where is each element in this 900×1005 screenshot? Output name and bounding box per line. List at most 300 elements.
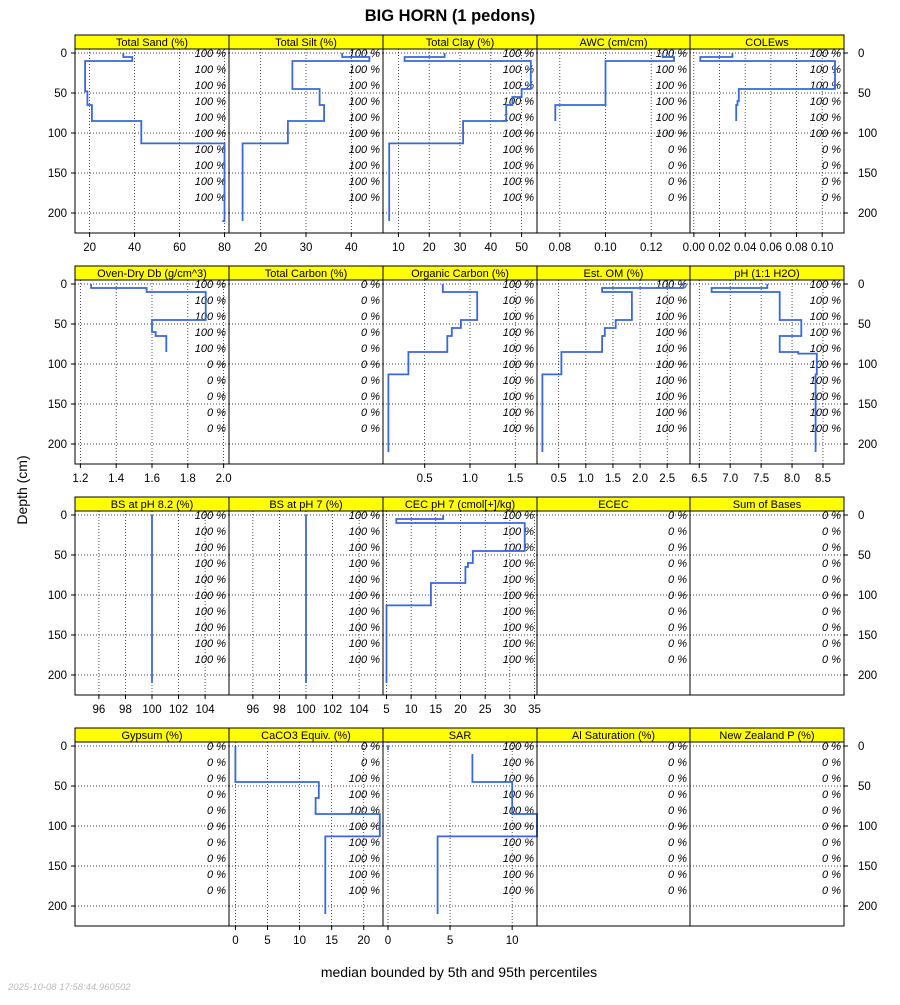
y-tick-label-left: 150 [47,861,67,873]
pct-label: 100 % [655,359,687,371]
x-tick-label: 1.4 [108,473,125,485]
pct-label: 0 % [361,757,380,769]
x-tick-label: 0.04 [733,242,757,254]
y-tick-label-right: 200 [858,901,878,913]
x-tick-label: 40 [344,242,358,254]
x-tick-label: 15 [325,935,339,947]
x-tick-label: 5 [264,935,271,947]
y-tick-label-right: 0 [858,741,865,753]
y-tick-label-right: 100 [858,359,878,371]
pct-label: 0 % [822,638,841,650]
pct-label: 0 % [822,757,841,769]
pct-label: 0 % [668,526,687,538]
pct-label: 0 % [207,741,226,753]
y-tick-label-left: 0 [60,741,67,753]
pct-label: 100 % [502,311,534,323]
pct-label: 100 % [502,789,534,801]
pct-label: 100 % [502,407,534,419]
x-tick-label: 0.10 [594,242,617,254]
x-tick-label: 98 [273,704,286,716]
x-tick-label: 10 [404,704,418,716]
pct-label: 100 % [502,741,534,753]
y-tick-label-right: 0 [858,510,865,522]
pct-label: 100 % [348,80,380,92]
pct-label: 100 % [502,192,534,204]
pct-label: 0 % [361,423,380,435]
pct-label: 0 % [361,741,380,753]
pct-label: 100 % [502,48,534,60]
pct-label: 100 % [348,144,380,156]
panel-11 [75,497,229,716]
pct-label: 100 % [809,96,841,108]
pct-label: 100 % [194,622,226,634]
y-tick-label-right: 50 [858,88,871,100]
pct-label: 100 % [348,128,380,140]
pct-label: 0 % [668,192,687,204]
x-tick-label: 1.2 [72,473,89,485]
pct-label: 100 % [502,574,534,586]
x-tick-label: 20 [422,242,436,254]
x-tick-label: 50 [515,242,528,254]
x-tick-label: 0.08 [548,242,572,254]
y-tick-label-right: 100 [858,590,878,602]
panel-border [229,742,383,926]
pct-label: 0 % [207,773,226,785]
chart-title: BIG HORN (1 pedons) [364,7,536,25]
x-tick-label: 6.5 [691,473,708,485]
y-tick-label-right: 100 [858,821,878,833]
pct-label: 0 % [668,622,687,634]
panel-13 [383,497,541,716]
panel-7 [229,266,383,464]
x-tick-label: 0.00 [682,242,706,254]
pct-label: 100 % [348,96,380,108]
pct-label: 100 % [194,638,226,650]
panel-border [229,280,383,464]
y-tick-label-right: 50 [858,550,871,562]
timestamp-label: 2025-10-08 17:58:44.960502 [8,982,131,993]
pct-label: 100 % [502,869,534,881]
pct-label: 100 % [194,574,226,586]
y-tick-label-right: 0 [858,279,865,291]
pct-label: 100 % [194,542,226,554]
pct-label: 100 % [194,96,226,108]
pct-label: 0 % [822,773,841,785]
y-tick-label-left: 50 [54,781,67,793]
pct-label: 100 % [502,359,534,371]
pct-label: 100 % [194,526,226,538]
panel-title: ECEC [598,499,629,511]
panel-title: Al Saturation (%) [571,730,656,742]
pct-label: 100 % [655,407,687,419]
pct-label: 0 % [668,837,687,849]
panel-19 [537,728,690,926]
pct-label: 0 % [668,160,687,172]
pct-label: 0 % [822,789,841,801]
pct-label: 0 % [668,654,687,666]
panel-border [690,742,844,926]
pct-label: 100 % [348,526,380,538]
pct-label: 0 % [361,279,380,291]
pct-label: 100 % [502,423,534,435]
pct-label: 0 % [668,741,687,753]
pct-label: 100 % [348,837,380,849]
panel-title: Gypsum (%) [121,730,183,742]
pct-label: 100 % [502,327,534,339]
y-tick-label-left: 200 [47,208,67,220]
pct-label: 100 % [502,80,534,92]
panel-title: AWC (cm/cm) [579,37,648,49]
panel-title: Organic Carbon (%) [411,268,509,280]
pct-label: 100 % [194,144,226,156]
pct-label: 100 % [348,542,380,554]
x-tick-label: 20 [357,935,371,947]
pct-label: 100 % [502,176,534,188]
panel-17 [229,728,383,947]
pct-label: 0 % [207,789,226,801]
x-tick-label: 102 [322,704,343,716]
pct-label: 100 % [194,295,226,307]
pct-label: 0 % [207,869,226,881]
y-tick-label-left: 150 [47,168,67,180]
pct-label: 100 % [655,311,687,323]
pct-label: 100 % [809,343,841,355]
pct-label: 100 % [655,327,687,339]
pct-label: 0 % [822,558,841,570]
x-tick-label: 102 [168,704,189,716]
x-tick-label: 2.5 [659,473,676,485]
panel-title: CaCO3 Equiv. (%) [261,730,351,742]
pct-label: 100 % [809,311,841,323]
pct-label: 0 % [668,757,687,769]
x-tick-label: 80 [218,242,231,254]
pct-label: 0 % [822,176,841,188]
pct-label: 0 % [822,144,841,156]
x-tick-label: 100 [296,704,316,716]
x-tick-label: 0 [232,935,239,947]
x-tick-label: 20 [83,242,97,254]
pct-label: 100 % [348,773,380,785]
pct-label: 100 % [655,80,687,92]
pct-label: 100 % [194,327,226,339]
panel-title: Est. OM (%) [583,268,644,280]
pct-label: 0 % [361,375,380,387]
pct-label: 100 % [809,64,841,76]
pct-label: 0 % [207,837,226,849]
x-tick-label: 30 [453,242,467,254]
pct-label: 0 % [668,853,687,865]
y-tick-label-left: 200 [47,901,67,913]
y-tick-label-left: 0 [60,510,67,522]
panel-border [690,511,844,695]
panel-border [383,742,537,926]
x-tick-label: 40 [128,242,141,254]
y-tick-label-right: 150 [858,861,878,873]
y-tick-label-left: 200 [47,439,67,451]
panel-14 [537,497,690,695]
x-tick-label: 20 [254,242,268,254]
y-tick-label-right: 150 [858,399,878,411]
pct-label: 100 % [348,821,380,833]
pct-label: 100 % [348,48,380,60]
pct-label: 100 % [348,176,380,188]
pct-label: 0 % [668,789,687,801]
pct-label: 100 % [809,375,841,387]
pct-label: 0 % [207,757,226,769]
pct-label: 100 % [348,885,380,897]
pct-label: 100 % [809,279,841,291]
pct-label: 100 % [194,510,226,522]
pct-label: 0 % [668,885,687,897]
panel-border [690,49,844,233]
panel-title: COLEws [745,37,789,49]
pct-label: 0 % [361,311,380,323]
pct-label: 100 % [348,590,380,602]
pct-label: 100 % [348,192,380,204]
panel-12 [229,497,383,716]
pct-label: 100 % [502,375,534,387]
pct-label: 100 % [809,407,841,419]
x-tick-label: 100 [142,704,162,716]
y-tick-label-right: 50 [858,781,871,793]
x-tick-label: 0.5 [416,473,433,485]
panel-8 [383,266,537,485]
y-tick-label-right: 0 [858,48,865,60]
pct-label: 100 % [348,160,380,172]
x-tick-label: 10 [293,935,306,947]
x-tick-label: 5 [383,704,390,716]
y-tick-label-right: 200 [858,208,878,220]
pct-label: 100 % [655,279,687,291]
panel-4 [537,35,690,254]
y-tick-label-left: 100 [47,128,67,140]
pct-label: 0 % [668,638,687,650]
profile-line [91,284,206,352]
pct-label: 100 % [502,343,534,355]
panel-10 [690,266,844,485]
pct-label: 100 % [502,606,534,618]
pct-label: 0 % [361,407,380,419]
pct-label: 100 % [348,789,380,801]
pct-label: 100 % [348,654,380,666]
x-tick-label: 96 [92,704,106,716]
pct-label: 100 % [194,80,226,92]
pct-label: 100 % [502,821,534,833]
x-tick-label: 8.0 [784,473,801,485]
panel-9 [537,266,690,485]
pct-label: 100 % [502,805,534,817]
pct-label: 100 % [194,279,226,291]
pct-label: 0 % [207,821,226,833]
pct-label: 0 % [207,407,226,419]
x-tick-label: 40 [484,242,498,254]
profile-line [712,284,817,452]
pct-label: 0 % [668,773,687,785]
y-tick-label-right: 200 [858,670,878,682]
pct-label: 100 % [502,64,534,76]
pct-label: 100 % [502,279,534,291]
pct-label: 100 % [194,176,226,188]
pct-label: 0 % [822,606,841,618]
pct-label: 100 % [655,96,687,108]
panel-20 [690,728,844,926]
pct-label: 100 % [194,558,226,570]
pct-label: 0 % [822,837,841,849]
pct-label: 100 % [655,128,687,140]
panel-title: BS at pH 8.2 (%) [110,499,194,511]
pct-label: 0 % [207,885,226,897]
pct-label: 100 % [502,558,534,570]
pct-label: 100 % [194,192,226,204]
pct-label: 100 % [502,757,534,769]
x-tick-label: 96 [246,704,260,716]
pct-label: 0 % [361,343,380,355]
panel-6 [72,266,231,485]
pct-label: 0 % [668,805,687,817]
y-axis-label: Depth (cm) [14,455,30,525]
pct-label: 100 % [809,48,841,60]
pct-label: 100 % [194,606,226,618]
pct-label: 100 % [348,869,380,881]
pct-label: 100 % [502,96,534,108]
y-tick-label-left: 0 [60,279,67,291]
pct-label: 100 % [194,311,226,323]
pct-label: 100 % [655,295,687,307]
pct-label: 100 % [194,112,226,124]
y-tick-label-right: 100 [858,128,878,140]
pct-label: 100 % [348,638,380,650]
pct-label: 100 % [809,80,841,92]
y-tick-label-left: 100 [47,590,67,602]
panel-title: SAR [448,730,472,742]
pct-label: 0 % [668,144,687,156]
x-tick-label: 5 [446,935,454,947]
x-tick-label: 0.5 [550,473,567,485]
pct-label: 100 % [502,295,534,307]
pct-label: 100 % [655,391,687,403]
pct-label: 100 % [502,773,534,785]
panel-title: Sum of Bases [732,499,802,511]
x-tick-label: 30 [299,242,313,254]
pct-label: 0 % [207,391,226,403]
pct-label: 0 % [822,622,841,634]
pct-label: 100 % [348,112,380,124]
pct-label: 100 % [502,128,534,140]
panel-16 [75,728,229,926]
panel-18 [383,728,537,947]
pct-label: 100 % [194,64,226,76]
x-tick-label: 1.5 [604,473,621,485]
x-tick-label: 2.0 [632,473,649,485]
pct-label: 100 % [502,885,534,897]
pct-label: 0 % [207,853,226,865]
pct-label: 0 % [668,510,687,522]
pct-label: 0 % [668,590,687,602]
pct-label: 100 % [194,654,226,666]
x-tick-label: 0 [384,935,392,947]
x-tick-label: 7.0 [722,473,739,485]
pct-label: 0 % [822,654,841,666]
y-tick-label-left: 50 [54,550,67,562]
pct-label: 0 % [822,869,841,881]
pct-label: 0 % [668,606,687,618]
pct-label: 100 % [348,622,380,634]
pct-label: 0 % [822,526,841,538]
y-tick-label-left: 50 [54,319,67,331]
pct-label: 100 % [502,391,534,403]
panel-border [690,280,844,464]
x-tick-label: 20 [454,704,467,716]
pct-label: 0 % [668,869,687,881]
pct-label: 100 % [655,112,687,124]
panel-title: BS at pH 7 (%) [269,499,343,511]
x-tick-label: 104 [195,704,215,716]
panel-15 [690,497,844,695]
pct-label: 100 % [194,160,226,172]
x-tick-label: 7.5 [753,473,770,485]
x-axis-label: median bounded by 5th and 95th percentiles [320,964,598,980]
pct-label: 100 % [348,510,380,522]
panel-title: Oven-Dry Db (g/cm^3) [97,268,207,280]
pct-label: 0 % [822,885,841,897]
pct-label: 100 % [194,343,226,355]
panel-border [75,49,229,233]
y-tick-label-left: 50 [54,88,67,100]
pct-label: 0 % [822,510,841,522]
y-tick-label-right: 50 [858,319,871,331]
pct-label: 100 % [348,558,380,570]
pct-label: 100 % [502,542,534,554]
pct-label: 100 % [809,128,841,140]
pct-label: 100 % [655,64,687,76]
x-tick-label: 0.12 [639,242,663,254]
panel-title: Total Sand (%) [115,37,189,49]
x-tick-label: 30 [503,704,517,716]
pct-label: 0 % [207,805,226,817]
y-tick-label-right: 150 [858,168,878,180]
panel-title: Total Silt (%) [275,37,337,49]
panel-2 [229,35,383,254]
pct-label: 0 % [822,821,841,833]
pct-label: 0 % [668,821,687,833]
pct-label: 100 % [194,128,226,140]
pct-label: 100 % [502,654,534,666]
y-tick-label-left: 100 [47,821,67,833]
panel-title: Total Clay (%) [425,37,495,49]
pct-label: 0 % [668,574,687,586]
pct-label: 0 % [822,853,841,865]
panel-border [383,280,537,464]
pct-label: 100 % [348,606,380,618]
profile-line [388,284,477,452]
pct-label: 0 % [207,359,226,371]
panel-border [537,511,690,695]
panel-border [537,742,690,926]
pct-label: 0 % [668,542,687,554]
pct-label: 100 % [502,510,534,522]
x-tick-label: 2.0 [215,473,232,485]
pct-label: 100 % [809,391,841,403]
x-tick-label: 1.6 [144,473,160,485]
panel-title: CEC pH 7 (cmol[+]/kg) [404,499,516,511]
panel-title: pH (1:1 H2O) [734,268,800,280]
x-tick-label: 1.8 [179,473,196,485]
panel-5 [683,35,844,254]
y-tick-label-left: 200 [47,670,67,682]
y-tick-label-left: 150 [47,399,67,411]
x-tick-label: 1.0 [461,473,478,485]
x-tick-label: 60 [173,242,186,254]
